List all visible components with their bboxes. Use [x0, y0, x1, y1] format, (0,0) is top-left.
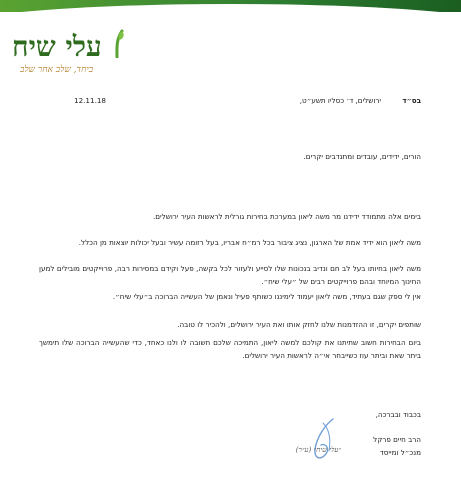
closing-line: בכבוד ובברכה, — [375, 410, 421, 419]
bsd-mark: בס״ד — [402, 96, 421, 105]
place-date-hebrew: ירושלים, ד׳ כסליו תשע״ט, — [299, 96, 381, 105]
logo-tagline: ביחד, שלב אחר שלב — [20, 65, 94, 75]
paragraph-6: ביום הבחירות חשוב שתיתנו את קולכם למשה ליאון, התמיכה שלכם חשובה לו ולנו כאחד, כדי שהעשייה הברוכה שלו תימשך ביתר שאת וביתר עוז כשייבחר אי״ה לראשות העיר ירושלים. — [39, 338, 421, 360]
paragraph-5: שותפים יקרים, זו ההזדמנות שלנו לחזק אותו ואת העיר ירושלים, ולהכיר לו טובה. — [177, 320, 421, 329]
signature-tag: ״עלי שיח״ (ע״ר) — [295, 446, 341, 454]
letter-date: 12.11.18 — [74, 96, 107, 105]
greeting: הורים, ידידים, עובדים ומתנדבים יקרים. — [303, 152, 421, 161]
paragraph-2: משה ליאון הוא ידיד אמת של הארגון, נציג ציבור בכל רמ״ח אבריו, בעל רזומה עשיר ובעל יכולות יוצאות מן הכלל. — [78, 238, 421, 247]
paragraph-4: אין לי ספק שגם בעתיד, משה ליאון יעמוד לימיננו כשותף פעיל ונאמן של העשייה הברוכה ב״עלי שיח״. — [112, 292, 421, 301]
closing-block — [373, 408, 421, 459]
logo-name: עלי שיח — [12, 30, 102, 63]
signature-icon — [303, 415, 347, 467]
signer-title: מנכ״ל ומייסד — [379, 448, 421, 457]
signer-name: הרב חיים פרקל — [373, 435, 421, 444]
paragraph-1: בימים אלה מתמודד ידידנו מר משה ליאון במערכת בחירות גורלית לראשות העיר ירושלים. — [153, 212, 421, 221]
paragraph-3: משה ליאון בחיותו בעל לב חם ונדיב בנכונות שלו לסייע ולעזור לכל בקשה, פעל וקידם במסירות רבה, פרוייקטים מובילים למען החינוך המיוחד ובהם פרוייקטים רבים של ״עלי שיח״. — [39, 264, 421, 286]
